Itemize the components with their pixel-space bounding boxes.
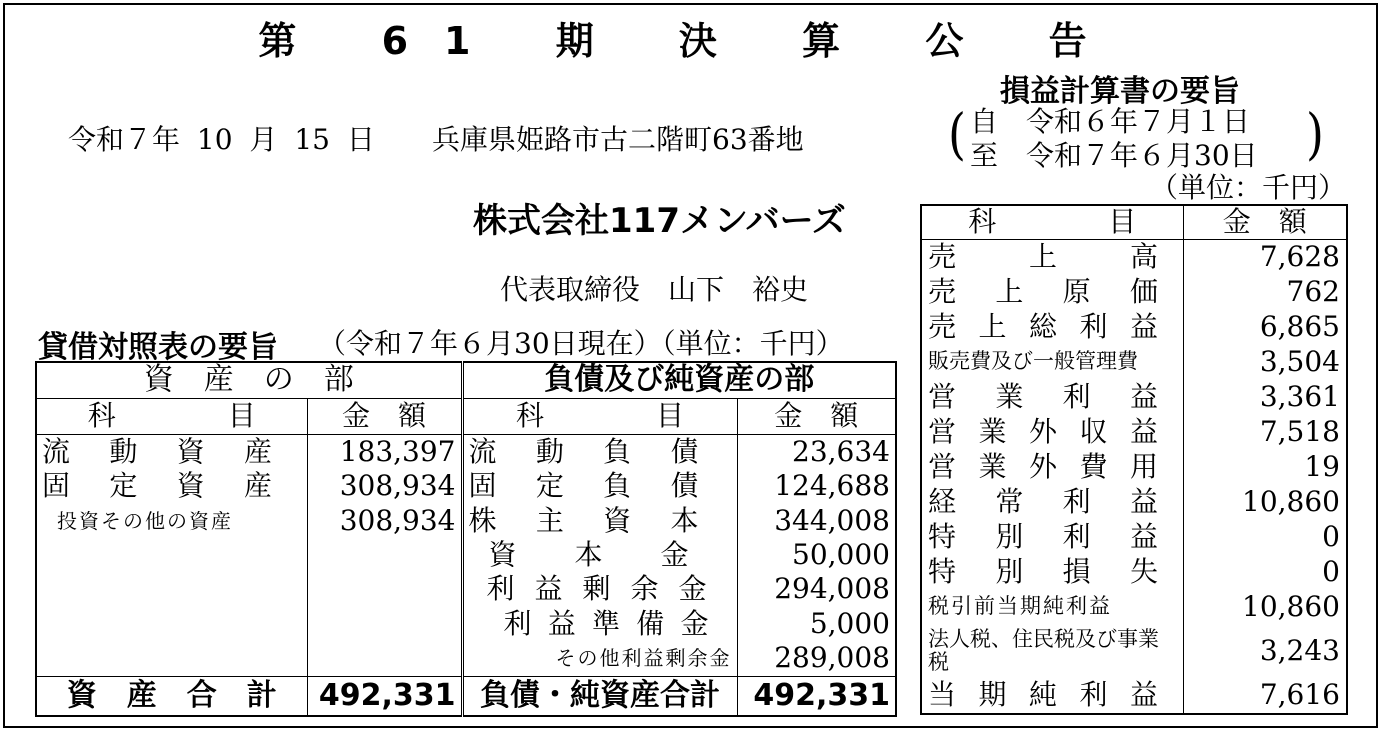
table-row [921, 239, 1347, 275]
representative: 代表取締役 山下 裕史 [500, 273, 809, 306]
pl-label: 特 別 損 失 [928, 554, 1158, 588]
liability-label: 株 主 資 本 [468, 503, 699, 537]
asset-label: 固 定 資 産 [42, 469, 272, 503]
pl-label: 営 業 利 益 [928, 379, 1158, 413]
liability-value: 294,008 [737, 572, 896, 606]
table-row [921, 589, 1347, 624]
liability-value: 50,000 [737, 538, 896, 572]
notice-title: 第 61 期 決 算 公 告 [258, 19, 1123, 63]
company-name: 株式会社117メンバーズ [473, 201, 846, 241]
table-row [921, 344, 1347, 379]
assets-total-label: 資 産 合 計 [36, 676, 307, 716]
liability-label: 流 動 負 債 [468, 434, 699, 468]
pl-value: 0 [1183, 554, 1347, 589]
liability-value: 344,008 [737, 503, 896, 537]
income-statement-table [920, 204, 1348, 715]
pl-label: 税引前当期純利益 [928, 594, 1112, 619]
balance-sheet-table [35, 361, 897, 717]
liabilities-total-label: 負債・純資産合計 [462, 676, 737, 716]
table-row [921, 484, 1347, 519]
table-row [36, 572, 896, 606]
table-row [921, 275, 1347, 310]
liability-label: その他利益剰余金 [462, 641, 737, 675]
pl-value: 0 [1183, 519, 1347, 554]
table-row [921, 414, 1347, 449]
pl-label: 当 期 純 利 益 [928, 678, 1158, 712]
assets-total-value: 492,331 [307, 676, 462, 716]
pl-label: 特 別 利 益 [928, 519, 1158, 553]
notice-date: 令和７年 10 月 15 日 [68, 123, 375, 156]
pl-value: 6,865 [1183, 310, 1347, 345]
pl-label: 売 上 総 利 益 [928, 310, 1158, 343]
pl-value: 10,860 [1183, 589, 1347, 624]
liability-value: 289,008 [737, 641, 896, 675]
pl-label: 売 上 高 [928, 240, 1158, 274]
liability-value: 23,634 [737, 434, 896, 469]
asset-value: 308,934 [307, 503, 462, 537]
assets-amount-column-header: 金 額 [307, 398, 462, 434]
assets-section-header: 資 産 の 部 [36, 362, 462, 398]
left-parenthesis: ( [948, 101, 966, 167]
pl-item-column-header: 科 目 [921, 205, 1183, 239]
liabilities-amount-column-header: 金 額 [737, 398, 896, 434]
company-address: 兵庫県姫路市古二階町63番地 [432, 123, 804, 156]
income-statement-heading: 損益計算書の要旨 [1000, 74, 1240, 109]
table-row [921, 310, 1347, 345]
balance-sheet-subheading: （令和７年６月30日現在）（単位：千円） [318, 327, 844, 360]
table-row [921, 519, 1347, 554]
table-row [36, 538, 896, 572]
table-row [36, 641, 896, 675]
total-row [36, 676, 896, 716]
right-parenthesis: ) [1306, 101, 1324, 167]
table-row [921, 449, 1347, 484]
table-row [921, 379, 1347, 414]
liability-value: 5,000 [737, 607, 896, 641]
pl-value: 762 [1183, 275, 1347, 310]
pl-label: 法人税、住民税及び事業税 [928, 627, 1159, 675]
assets-item-column-header: 科 目 [36, 398, 307, 434]
liabilities-section-header: 負債及び純資産の部 [462, 362, 896, 398]
liabilities-item-column-header: 科 目 [462, 398, 737, 434]
liability-label: 利 益 剰 余 金 [486, 572, 707, 606]
table-row [921, 624, 1347, 678]
liability-value: 124,688 [737, 469, 896, 503]
pl-value: 3,504 [1183, 344, 1347, 379]
pl-label: 販売費及び一般管理費 [928, 349, 1138, 374]
pl-label: 経 常 利 益 [928, 484, 1158, 518]
income-statement-unit: （単位：千円） [1150, 171, 1347, 204]
table-row [921, 554, 1347, 589]
pl-value: 19 [1183, 449, 1347, 484]
pl-value: 10,860 [1183, 484, 1347, 519]
pl-value: 3,361 [1183, 379, 1347, 414]
pl-label: 売 上 原 価 [928, 275, 1158, 309]
pl-amount-column-header: 金 額 [1183, 205, 1347, 239]
pl-value: 7,518 [1183, 414, 1347, 449]
pl-label: 営 業 外 収 益 [928, 414, 1158, 448]
period-to: 至 令和７年６月30日 [970, 139, 1258, 172]
table-row [36, 503, 896, 537]
liability-label: 利 益 準 備 金 [503, 606, 709, 640]
asset-value: 308,934 [307, 469, 462, 503]
table-row [921, 678, 1347, 714]
pl-value: 7,628 [1183, 239, 1347, 275]
asset-label: 流 動 資 産 [42, 434, 272, 468]
table-row [36, 607, 896, 641]
liabilities-total-value: 492,331 [737, 676, 896, 716]
asset-value: 183,397 [307, 434, 462, 469]
liability-label: 資 本 金 [488, 537, 689, 571]
table-row [36, 469, 896, 503]
pl-label: 営 業 外 費 用 [928, 449, 1158, 483]
period-from: 自 令和６年７月１日 [970, 105, 1251, 138]
liability-label: 固 定 負 債 [468, 469, 699, 503]
balance-sheet-heading: 貸借対照表の要旨 [38, 330, 278, 365]
table-row [36, 434, 896, 469]
pl-value: 3,243 [1183, 624, 1347, 678]
asset-label: 投資その他の資産 [36, 503, 307, 537]
pl-value: 7,616 [1183, 678, 1347, 714]
